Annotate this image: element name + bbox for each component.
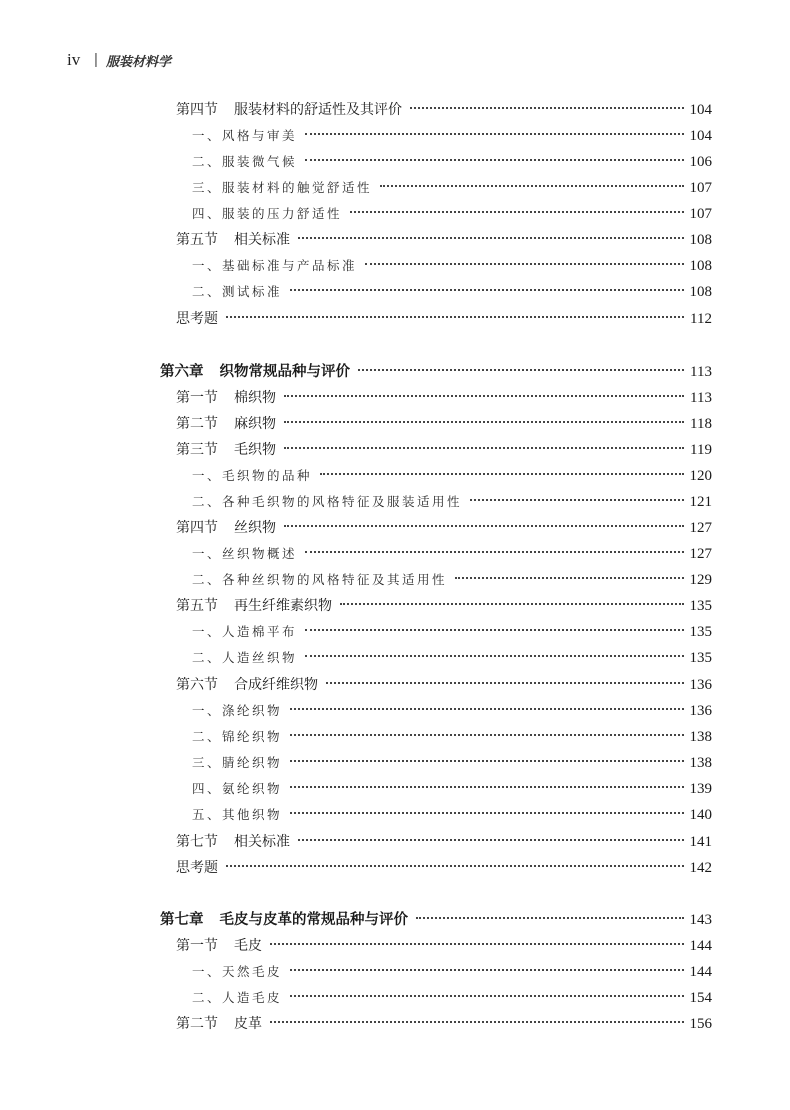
toc-section-entry bbox=[176, 515, 712, 541]
toc-entry-number: 第二节 bbox=[176, 416, 218, 432]
page-number: iv bbox=[67, 50, 81, 69]
dot-leader bbox=[365, 263, 683, 265]
toc-entry-label bbox=[192, 750, 282, 776]
toc-entry-label bbox=[192, 149, 297, 175]
toc-section-entry bbox=[176, 672, 712, 698]
toc-page-number: 113 bbox=[690, 390, 712, 406]
toc-entry-title: 二、服装微气候 bbox=[192, 154, 298, 169]
toc-entry-label bbox=[176, 411, 276, 437]
dot-leader bbox=[305, 629, 683, 631]
toc-item-entry bbox=[192, 541, 712, 567]
toc-entry-title: 毛皮与皮革的常规品种与评价 bbox=[219, 911, 408, 928]
toc-page-number: 127 bbox=[689, 546, 712, 562]
toc-entry-title: 毛皮 bbox=[234, 938, 262, 954]
toc-entry-title: 一、毛织物的品种 bbox=[192, 468, 313, 483]
dot-leader bbox=[270, 1021, 684, 1023]
toc-entry-title: 五、其他织物 bbox=[192, 807, 283, 822]
toc-entry-label bbox=[176, 306, 218, 332]
toc-entry-number: 第四节 bbox=[176, 102, 218, 118]
toc-page-number: 121 bbox=[689, 494, 712, 510]
toc-entry-label bbox=[192, 985, 282, 1011]
dot-leader bbox=[305, 133, 683, 135]
toc-item-entry bbox=[192, 253, 712, 279]
toc-item-entry bbox=[192, 123, 712, 149]
dot-leader bbox=[284, 525, 684, 527]
toc-page-number: 156 bbox=[689, 1016, 712, 1032]
toc-entry-label bbox=[176, 385, 276, 411]
toc-entry-title: 二、锦纶织物 bbox=[192, 729, 283, 744]
toc-entry-label bbox=[192, 123, 297, 149]
toc-chapter-entry bbox=[160, 359, 712, 385]
toc-entry-title: 二、人造毛皮 bbox=[192, 990, 283, 1005]
toc-item-entry bbox=[192, 567, 712, 593]
dot-leader bbox=[284, 447, 684, 449]
dot-leader bbox=[455, 577, 683, 579]
toc-item-entry bbox=[192, 698, 712, 724]
toc-entry-label bbox=[192, 253, 357, 279]
toc-item-entry bbox=[192, 463, 712, 489]
toc-item-entry bbox=[192, 776, 712, 802]
toc-entry-label bbox=[160, 359, 350, 385]
toc-item-entry bbox=[192, 201, 712, 227]
toc-entry-label bbox=[192, 645, 297, 671]
toc-entry-number: 第七节 bbox=[176, 834, 218, 850]
toc-section-entry bbox=[176, 933, 712, 959]
toc-entry-title: 合成纤维织物 bbox=[234, 677, 318, 693]
toc-item-entry bbox=[192, 619, 712, 645]
toc-entry-title: 麻织物 bbox=[234, 416, 276, 432]
dot-leader bbox=[290, 786, 683, 788]
toc-page-number: 143 bbox=[689, 912, 712, 928]
toc-entry-label bbox=[192, 567, 447, 593]
toc-entry-title: 一、基础标准与产品标准 bbox=[192, 258, 358, 273]
dot-leader bbox=[326, 682, 684, 684]
dot-leader bbox=[340, 603, 684, 605]
toc-entry-title: 相关标准 bbox=[234, 232, 290, 248]
toc-entry-label bbox=[192, 619, 297, 645]
toc-entry-title: 服装材料的舒适性及其评价 bbox=[234, 102, 402, 118]
toc-page-number: 104 bbox=[689, 102, 712, 118]
toc-entry-label bbox=[192, 541, 297, 567]
toc-page-number: 135 bbox=[689, 624, 712, 640]
toc-page-number: 139 bbox=[689, 781, 712, 797]
toc-entry-number: 第三节 bbox=[176, 442, 218, 458]
toc-page-number: 144 bbox=[689, 938, 712, 954]
toc-entry-title: 一、风格与审美 bbox=[192, 128, 298, 143]
toc-entry-label bbox=[192, 776, 282, 802]
toc-entry-title: 一、人造棉平布 bbox=[192, 624, 298, 639]
toc-entry-title: 三、服装材料的触觉舒适性 bbox=[192, 180, 373, 195]
header-separator: | bbox=[94, 51, 98, 68]
toc-entry-title: 思考题 bbox=[176, 311, 218, 327]
toc-entry-label bbox=[176, 1011, 262, 1037]
toc-entry-title: 二、测试标准 bbox=[192, 284, 283, 299]
toc-entry-number: 第二节 bbox=[176, 1016, 218, 1032]
toc-chapter-entry bbox=[160, 907, 712, 933]
toc-entry-number: 第七章 bbox=[160, 911, 204, 928]
toc-entry-title: 相关标准 bbox=[234, 834, 290, 850]
toc-page-number: 108 bbox=[689, 232, 712, 248]
toc-entry-label bbox=[192, 175, 372, 201]
dot-leader bbox=[298, 839, 684, 841]
toc-item-entry bbox=[192, 645, 712, 671]
toc-entry-title: 皮革 bbox=[234, 1016, 262, 1032]
toc-entry-number: 第六节 bbox=[176, 677, 218, 693]
toc-entry-number: 第六章 bbox=[160, 363, 204, 380]
toc-entry-label bbox=[192, 201, 342, 227]
toc-entry-label bbox=[176, 593, 332, 619]
toc-section-entry bbox=[176, 855, 712, 881]
toc-item-entry bbox=[192, 149, 712, 175]
toc-page-number: 118 bbox=[690, 416, 712, 432]
toc-entry-label bbox=[176, 933, 262, 959]
toc-page-number: 136 bbox=[689, 677, 712, 693]
dot-leader bbox=[305, 655, 683, 657]
toc-entry-title: 二、各种毛织物的风格特征及服装适用性 bbox=[192, 494, 463, 509]
toc-item-entry bbox=[192, 802, 712, 828]
toc-entry-label bbox=[176, 855, 218, 881]
dot-leader bbox=[410, 107, 684, 109]
toc-entry-title: 四、氨纶织物 bbox=[192, 781, 283, 796]
toc-page-number: 154 bbox=[689, 990, 712, 1006]
toc-page-number: 127 bbox=[689, 520, 712, 536]
toc-page-number: 141 bbox=[689, 834, 712, 850]
toc-page-number: 104 bbox=[689, 128, 712, 144]
dot-leader bbox=[305, 159, 683, 161]
toc-page-number: 107 bbox=[689, 180, 712, 196]
toc-page-number: 135 bbox=[689, 598, 712, 614]
dot-leader bbox=[284, 395, 684, 397]
toc-entry-number: 第一节 bbox=[176, 938, 218, 954]
toc-page-number: 106 bbox=[689, 154, 712, 170]
toc-page-number: 144 bbox=[689, 964, 712, 980]
dot-leader bbox=[290, 760, 683, 762]
toc-section-entry bbox=[176, 437, 712, 463]
dot-leader bbox=[320, 473, 683, 475]
dot-leader bbox=[358, 369, 684, 371]
toc-item-entry bbox=[192, 750, 712, 776]
dot-leader bbox=[270, 943, 684, 945]
toc-entry-label bbox=[176, 672, 318, 698]
dot-leader bbox=[290, 734, 683, 736]
toc-page-number: 138 bbox=[689, 755, 712, 771]
dot-leader bbox=[290, 708, 683, 710]
toc-entry-title: 棉织物 bbox=[234, 390, 276, 406]
dot-leader bbox=[290, 969, 683, 971]
toc-entry-title: 一、丝织物概述 bbox=[192, 546, 298, 561]
toc-entry-number: 第五节 bbox=[176, 598, 218, 614]
toc-item-entry bbox=[192, 489, 712, 515]
dot-leader bbox=[298, 237, 684, 239]
toc-page-number: 129 bbox=[689, 572, 712, 588]
toc-page-number: 113 bbox=[690, 364, 712, 380]
toc-section-entry bbox=[176, 411, 712, 437]
dot-leader bbox=[290, 812, 683, 814]
toc-page-number: 142 bbox=[689, 860, 712, 876]
toc-entry-title: 毛织物 bbox=[234, 442, 276, 458]
dot-leader bbox=[284, 421, 684, 423]
toc-item-entry bbox=[192, 724, 712, 750]
toc-item-entry bbox=[192, 959, 712, 985]
dot-leader bbox=[416, 917, 684, 919]
toc-page-number: 120 bbox=[689, 468, 712, 484]
toc-entry-label bbox=[192, 463, 312, 489]
dot-leader bbox=[305, 551, 683, 553]
toc-section-entry bbox=[176, 306, 712, 332]
dot-leader bbox=[470, 499, 683, 501]
toc-entry-title: 二、人造丝织物 bbox=[192, 650, 298, 665]
book-title: 服装材料学 bbox=[106, 55, 172, 70]
toc-page-number: 138 bbox=[689, 729, 712, 745]
toc-entry-number: 第一节 bbox=[176, 390, 218, 406]
toc-page-number: 136 bbox=[689, 703, 712, 719]
toc-item-entry bbox=[192, 175, 712, 201]
toc-entry-label bbox=[176, 829, 290, 855]
toc-entry-label bbox=[160, 907, 408, 933]
toc-entry-title: 四、服装的压力舒适性 bbox=[192, 206, 343, 221]
toc-item-entry bbox=[192, 279, 712, 305]
toc-section-entry bbox=[176, 97, 712, 123]
dot-leader bbox=[226, 316, 684, 318]
toc-entry-label bbox=[176, 437, 276, 463]
toc-section-entry bbox=[176, 227, 712, 253]
toc-page-number: 140 bbox=[689, 807, 712, 823]
toc-entry-label bbox=[192, 802, 282, 828]
toc-entry-label bbox=[176, 227, 290, 253]
toc-entry-title: 一、天然毛皮 bbox=[192, 964, 283, 979]
toc-page-number: 107 bbox=[689, 206, 712, 222]
toc-section-entry bbox=[176, 385, 712, 411]
toc-entry-label bbox=[192, 489, 462, 515]
toc-item-entry bbox=[192, 985, 712, 1011]
dot-leader bbox=[380, 185, 683, 187]
toc-entry-label bbox=[176, 515, 276, 541]
toc-entry-label bbox=[192, 698, 282, 724]
toc-entry-label bbox=[176, 97, 402, 123]
toc-entry-label bbox=[192, 959, 282, 985]
toc-section-entry bbox=[176, 1011, 712, 1037]
toc-entry-label bbox=[192, 724, 282, 750]
toc-entry-title: 思考题 bbox=[176, 860, 218, 876]
dot-leader bbox=[290, 289, 683, 291]
toc-entry-title: 一、涤纶织物 bbox=[192, 703, 283, 718]
dot-leader bbox=[226, 865, 684, 867]
toc-section-entry bbox=[176, 829, 712, 855]
toc-entry-title: 二、各种丝织物的风格特征及其适用性 bbox=[192, 572, 448, 587]
toc-entry-title: 丝织物 bbox=[234, 520, 276, 536]
toc-page-number: 135 bbox=[689, 650, 712, 666]
toc-page-number: 112 bbox=[690, 311, 712, 327]
dot-leader bbox=[350, 211, 683, 213]
toc-entry-title: 再生纤维素织物 bbox=[234, 598, 332, 614]
toc-entry-title: 三、腈纶织物 bbox=[192, 755, 283, 770]
toc-entry-number: 第四节 bbox=[176, 520, 218, 536]
toc-page-number: 119 bbox=[690, 442, 712, 458]
toc-entry-number: 第五节 bbox=[176, 232, 218, 248]
toc-page-number: 108 bbox=[689, 258, 712, 274]
toc-section-entry bbox=[176, 593, 712, 619]
dot-leader bbox=[290, 995, 683, 997]
toc-page-number: 108 bbox=[689, 284, 712, 300]
toc-entry-title: 织物常规品种与评价 bbox=[219, 363, 350, 380]
toc-entry-label bbox=[192, 279, 282, 305]
